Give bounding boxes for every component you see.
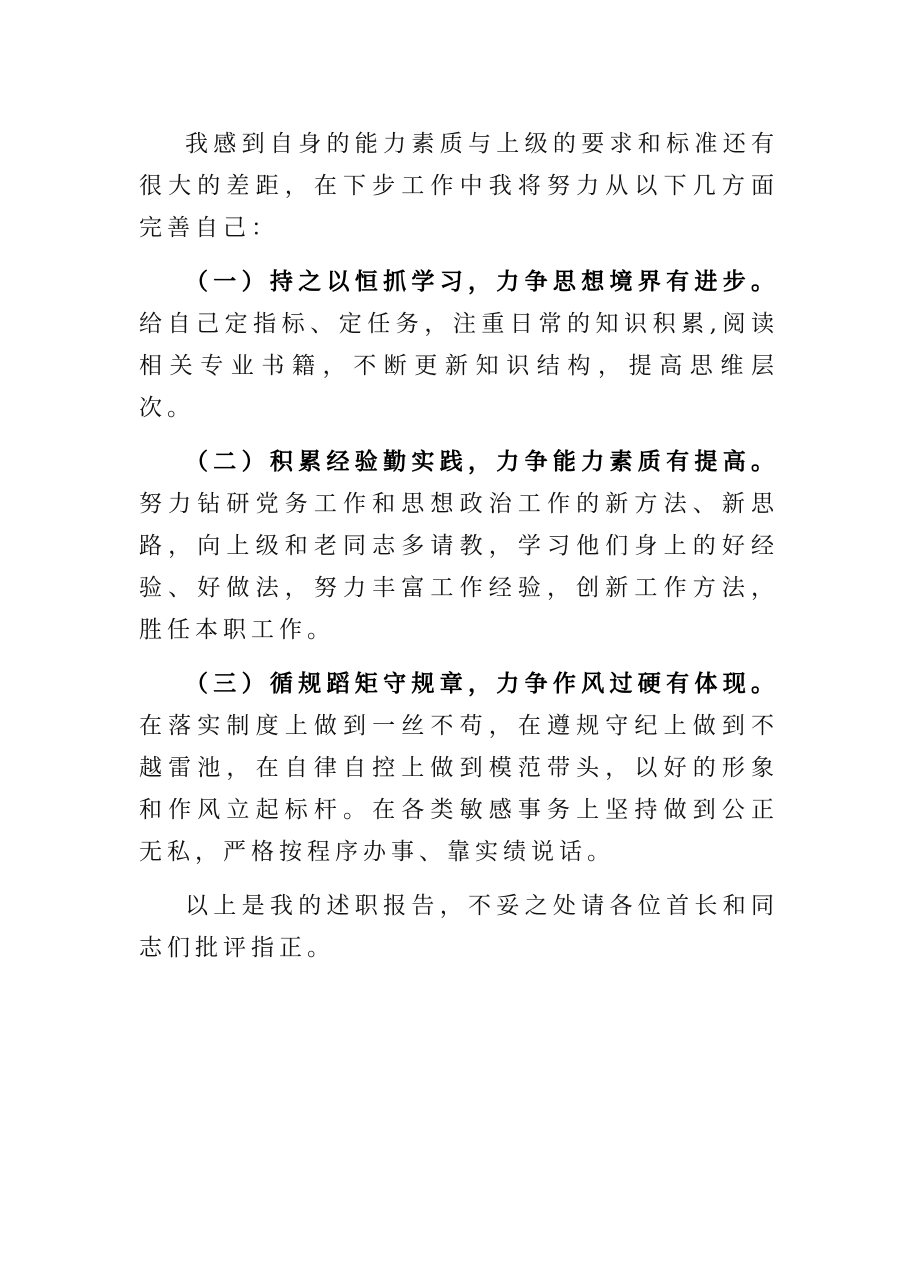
item-body-3: 在落实制度上做到一丝不苟，在遵规守纪上做到不越雷池，在自律自控上做到模范带头，以好的形象和作风立起标杆。在各类敏感事务上坚持做到公正无私，严格按程序办事、靠实绩说话。 [139, 713, 779, 865]
closing-paragraph: 以上是我的述职报告，不妥之处请各位首长和同志们批评指正。 [139, 893, 779, 961]
document-body [139, 123, 779, 969]
item-heading-3: （三）循规蹈矩守规章，力争作风过硬有体现。 [185, 670, 779, 697]
item-paragraph-2 [139, 441, 779, 651]
item-body-1: 给自己定指标、定任务，注重日常的知识积累,阅读相关专业书籍，不断更新知识结构，提高思维层次。 [139, 311, 779, 421]
item-heading-2: （二）积累经验勤实践，力争能力素质有提高。 [185, 448, 779, 475]
intro-paragraph: 我感到自身的能力素质与上级的要求和标准还有很大的差距，在下步工作中我将努力从以下几方面完善自己： [139, 131, 779, 241]
item-body-2: 努力钻研党务工作和思想政治工作的新方法、新思路，向上级和老同志多请教，学习他们身上的好经验、好做法，努力丰富工作经验，创新工作方法，胜任本职工作。 [139, 491, 779, 643]
item-paragraph-1 [139, 261, 779, 429]
item-heading-1: （一）持之以恒抓学习，力争思想境界有进步。 [185, 268, 779, 295]
item-paragraph-3 [139, 663, 779, 873]
